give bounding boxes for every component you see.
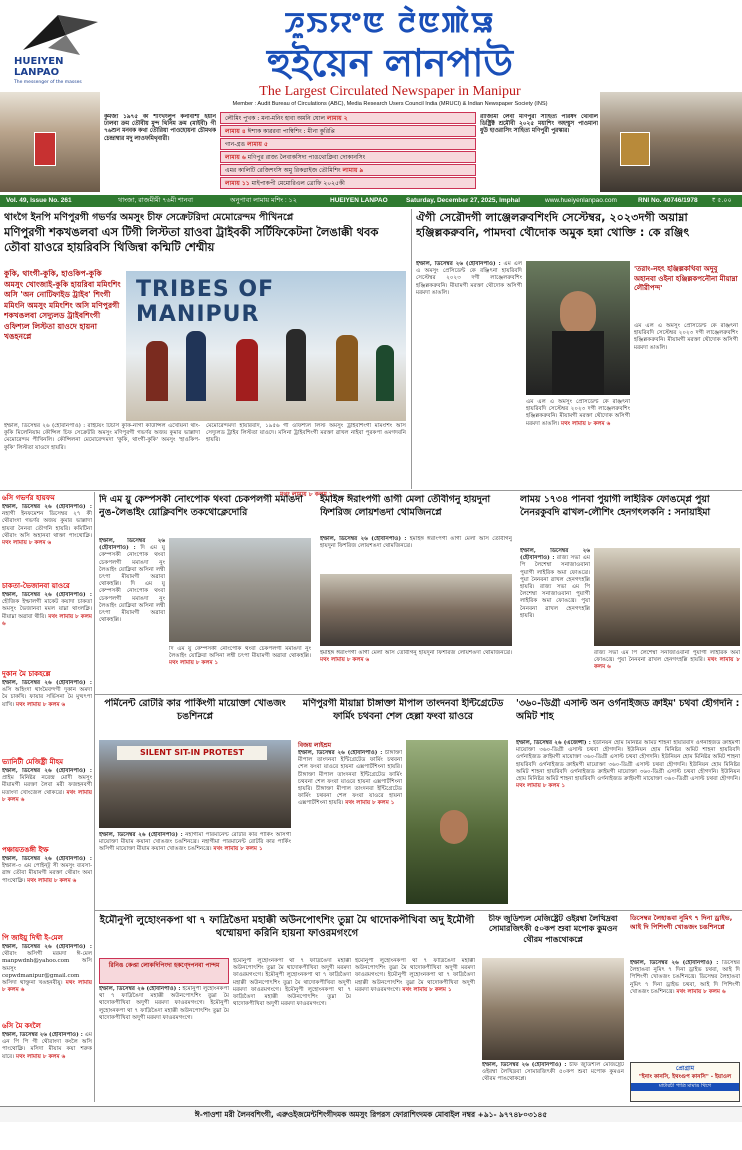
story-farming-body: ইম্ফাল, ডিসেম্বর ২৬ (হৌবানপাও) : চীঙ্গাক্তা মীপাল তাংদনবা ইন্টিগ্রেটেড ফার্মিং চথবনা শেল ফংবা য়াওরে হায়না এক্সপার্টশিংনা হায়রি। চীঙ্গাক্তা মীপাল তাংদনবা ইন্টিগ্রেটেড ফার্মিং চথবনা শেল ফংবা য়াওরে হায়না এক্সপার্টশিংনা হায়রি। চীঙ্গাক্তা মীপাল তাংদনবা ইন্টিগ্রেটেড ফার্মিং চথবনা শেল ফংবা য়াওরে হায়না এক্সপার্টশিংনা হায়রি। মথং লামায় ৮ কলম ১ [298,750,402,807]
logo-tagline: The messenger of the masses [14,80,82,85]
story-tribes [0,209,410,499]
story-rotary [97,696,293,908]
index-bar: লৌমিং পুখক : মনা-মনিং হাবা অমনি ঘোল লামায় ২ লামায় ৪ ঈশাক কাৱরবা পাম্বিশিং : মীনা কুরিপ্পি গান-গ্রঙ লামায় ৫ লামায় ৬ মণিপুর রাজ্য লৈবাকসিদা পাঙথোক্লিবা দোকানসিং এমর কালিটি রেজিশংসি অমু রিকগ্নাইজ তৌমিশিং লামায় ৯ লামায় ১১ মাইপাকপী মেমোরিএল ত্রোফি ২০২৫কী [220,112,476,192]
story-rotary-headline[interactable]: পর্মিনেন্ট রোটরি কার পার্কিংগী মায়োক্তা খোঙজং চঙশিনপ্লে [104,698,286,722]
story-drive [628,912,742,1104]
footer-text: ঈ-পাওশা মরী লৈনবশিংগী, এরুওইজমেন্টশিংগীদমক অমসুং রিপরস ফোরাশিংদমক মোবাইল নম্বর +৯১- ৯৭৭৪৮০৩১৪৫ [194,1110,548,1119]
story-farming [296,696,510,908]
story-tribes-body-right: মেমোরেন্দমদা হায়রিবদি, ১৯৫৬ গী ওফিশ্যল লিস্ট অমসুং ট্রাইবশিংগী মমিংশিং অসি সেদ্যুলড ট্রাইব লিস্টতা য়াওদে। মসিনা ট্রাইবশিংগী মরক্তা ৱাখল নাইবা পুরকপা ঙমগদবনি হায়রি। [206,423,406,444]
story-ranjit-headline[interactable]: ঐগী সেরৌদগী লাঞ্জেলরুবশিংদি সেস্টেম্বর, ২০২৩দগী অয়াম্না হঞ্জিল্লকরুবনি, পামদবা থৌদোক অমুক হন্না থোক্তি : কে রঞ্জিৎ [416,211,690,239]
fire-box: রিনিঙ কেপ্তা লোকদিপিংদা হকণ্দেপনবা পান্দম [99,958,229,984]
fish-mela-photo [320,574,512,646]
left-teaser-text: কুমজা ১৯৭৫ কী শীংখংলুপ কনাবীশী ইয়ান ঢালবা ক্রম তৌবীয় মুন্দ থিনিম ক্রম (মাইবী) গী ৭৬শুন মনবক কথা তৌরিয়া পাওহোয়না চৌমথক চেন্দ্রাম্বার মদু লাওফমিথৃবারী। [104,114,216,142]
masthead [0,0,742,195]
brief-item: চাকতা-ভৈজানবা য়াওরে ইম্ফাল, ডিসেম্বর ২৬ (হৌবানপাও) : হৌজিক ইম্ফালগী মাকেট কয়াদা চাকতা অমসুং ভৈজানবা মমল য়াম্না থাংলক্লি। মীয়াম্না অৱাবা থীরি। মথং লামায় ৮ কলম ৬ [2,582,92,627]
tribes-image [126,271,406,421]
ad-box: প্রোগ্রাম "ইনাং কানসি, ইথংগুপ কানসি" - ইয়াওল মাটারচী পাত্রি মামাঙ থিগে [630,1062,740,1102]
story-ranjit-body: ইম্ফাল, ডিসেম্বর ২৬ (হৌবানপাও) : এম এল এ অমসুং প্রেসিডেন্ট কে রঞ্জিৎনা হায়রিবদি সেস্টেম্বর ২০২৩ দগী লাঞ্জেলরুবশিং হঞ্জিল্লকরুবনি। মীয়ামগী মরক্তা থৌদোক অসিগী মরমদা ঙাঙলি। [416,261,522,296]
story-ranjit [414,209,742,489]
judicial-photo [482,958,624,1060]
tagline: The Largest Circulated Newspaper in Manipur [259,84,521,99]
left-briefs-column [2,492,92,1102]
brief-item: ৬সি মৈ কংলৈ ইম্ফাল, ডিসেম্বর ২৬ (হৌবানপাও) : এম এন পি পি গী থৌরাংদা কংলৈ অসি পাংথোক্লি। মসিদা মীয়াম কয়া শরুক য়ারে। মথং লামায় ৮ কলম ৬ [2,1022,92,1060]
story-fire-body-1: ইম্ফাল, ডিসেম্বর ২৬ (হৌবানপাও) : ইমৌনুপী লুহোংনকপা থা ৭ ফাদ্রিঙৈদা মহাক্কী অউনপোৎশিং তুম্না মৈ থাদোকপীখিবা অদুগী মরমদা ফাওরমগংগে। ইমৌনুপী লুহোংনকপা থা ৭ ফাদ্রিঙৈদা মহাক্কী অউনপোৎশিং তুম্না মৈ থাদোকপীখিবা অদুগী মরমদা ফাওরমগংগে। [99,986,229,1021]
meitei-date: থাংজা, রাজমীমী ৭৬মী শানবা [118,197,194,204]
story-pooya [518,492,742,692]
dmu-road-photo [169,538,311,642]
left-teaser-photo [0,92,100,192]
story-drive-headline[interactable]: ডিসেম্বর লৈহাঙবা নুমিৎ ৭ দিনা ড্রাইভ, আই দি পিশিংগী খোঙজং চঙশিনপ্লে [630,914,733,931]
pages-count: অনুপাবা লামায় মশিং : ১২ [230,197,297,204]
story-dmu-headline[interactable]: দি এম য়ু কেম্পসকী নোংপোক থংবা চেকপলগী মমাঙদা নুঙ-লৈঙাইং য়োক্লিবশিং তকথোক্লেদোরি [99,494,303,518]
title-meitei: ꯍꯨꯏꯌꯦꯟ ꯂꯥꯟꯄꯥꯎ [284,6,496,39]
story-fish-mela [318,492,514,692]
pooya-photo [594,548,740,646]
issue-date: Saturday, December 27, 2025, Imphal [406,197,521,204]
member-line: Member : Audit Bureau of Circulations (ABC), Media Research Users Council India (MRUCI) & Indian Newspaper Society (INS) [232,101,548,107]
farming-photo [406,740,508,904]
story-ranjit-body-bottom: এম এল এ অমসুং প্রেসিডেন্ট কে রঞ্জিৎনা হায়রিবদি সেস্টেম্বর ২০২৩ দগী লাঞ্জেলরুবশিং হঞ্জিল্লকরুবনি। মীয়ামগী মরক্তা থৌদোক অসিগী মরমদা ঙাঙলি। মথং লামায় ৮ কলম ৬ [526,399,630,427]
brief-item: ৬সি গভর্ণর হায়ফম ইম্ফাল, ডিসেম্বর ২৬ (হৌবানপাও) : নহাগী ইনফমেশন ডিসেম্বর ২৭ কী থৌরাংদা গভর্ণর অজয় কুমার ভাল্লাদা হায়বা নৈনবা তৌগনি হায়রি। কমিটিনা থৌরাং অসি অহানবা থাক্তা পাংথোক্লি। মথং লামায় ৮ কলম ৬ [2,494,92,547]
story-rotary-body: ইম্ফাল, ডিসেম্বর ২৬ (হৌবানপাও) : নহাগীমা পারমানেন্ট রোটরি কার পার্কিং অসিগী মায়োক্তা মীয়াম কয়ানা খোঙজং চঙশিনখ্রে। নহাগীমা পারমানেন্ট রোটরি কার পার্কিং অসিগী মায়োক্তা মীয়াম কয়ানা খোঙজং চঙশিনখ্রে। মথং লামায় ৮ কলম ১ [99,832,291,853]
story-fish-body-2: ইমাইঙ্গ ঈরাংপগী ঙাগী মেলা অসি তৌবীগনু হায়দুনা ফিশরিজ লোয়শঙদা থোমজিনখ্রে। মথং লামায় ৮ কলম ৬ [320,650,512,664]
right-teaser-text: রাজ্যিমা লৈবা মণিপুরী সাহিত্য পরিষদ থৌবাল ডিষ্ট্রিক্ট শ্রমৌবী ২০২৫ ময়াশিং অহম্মুস পাওমানা ধুউ হাওরাসিং সাহিত্য মণিপুরী পুরস্কার। [480,114,598,135]
story-ranjit-body-right: এম এল এ অমসুং প্রেসিডেন্ট কে রঞ্জিৎনা হায়রিবদি সেস্টেম্বর ২০২৩ দগী লাঞ্জেলরুবশিং হঞ্জিল্লকরুবনি। মীয়ামগী মরক্তা থৌদোক অসিগী মরমদা ঙাঙলি। [634,323,738,351]
story-farming-headline[interactable]: মণিপুরগী মীয়াম্না চীঙ্গাক্তা মীপাল তাংদনবা ইন্টিগ্রেটেড ফার্মিং চথবনা শেল হেল্লা ফংবা য়াওরে [302,698,504,722]
story-fire-body-3: ইমৌনুপী লুহোংনকপা থা ৭ ফাদ্রিঙৈদা মহাক্কী অউনপোৎশিং তুম্না মৈ থাদোকপীখিবা অদুগী মরমদা ফাওরমগংগে। ইমৌনুপী লুহোংনকপা থা ৭ ফাদ্রিঙৈদা মহাক্কী অউনপোৎশিং তুম্না মৈ থাদোকপীখিবা অদুগী মরমদা ফাওরমগংগে। মথং লামায় ৮ কলম ১ [355,958,475,993]
index-item[interactable]: গান-গ্রঙ [225,141,246,148]
index-item[interactable]: লৌমিং পুখক : মনা-মনিং হাবা অমনি ঘোল [225,115,325,122]
title-bengali: হুইয়েন লানপাউ [266,41,514,85]
rotary-protest-photo [99,740,291,828]
logo-name: HUEIYEN LANPAO [14,56,64,78]
index-item[interactable]: মাইপাকপী মেমোরিএল ত্রোফি ২০২৫কী [251,180,345,187]
ranjit-photo [526,261,630,395]
story-tribes-body-left: ইম্ফাল, ডিসেম্বর ২৬ (হৌবানপাও) : রাইটয়ং টিচার্স কুকি-নাগা কাউন্সিল এখোয়না থাং-কুকি মিলেনিয়াম কৌন্সিল চিফ সেক্রেটরি অমসুং মণিপুরগী গভর্ণর অজয় কুমার ভাল্লাদা মেমোরেন্দম পীখিনলি। কৌন্সিলনা মেমোরেন্দমদা 'কুকি, থাংগী-কুকি' অমসুং 'হাওকিপ-কুকি' লিস্টতা য়াওদে হায়রি। [4,423,200,451]
story-fish-body: ইম্ফাল, ডিসেম্বর ২৬ (হৌবানপাও) : ইমাইঙ্গ ঈরাংপগী ঙাগী মেলা অসি তৌবীগনু হায়দুনা ফিশরিজ লোয়শঙদা থোমজিনখ্রে। [320,536,512,550]
index-item[interactable]: মণিপুর রাজ্য লৈবাকসিদা পাঙথোক্লিবা দোকানসিং [247,154,366,161]
story-pooya-body-2: রাজ্য সভা এম পি লৈশেম্বা সনাজাওবানা পুয়াগী লাইরিক অমা ফোঙখ্রে। পুয়া নৈনবনা ৱাখল হেনগৎহল্লি হায়রি। মথং লামায় ৮ কলম ৬ [594,650,740,671]
paper-name: HUEIYEN LANPAO [330,197,388,204]
story-ranjit-quote: 'তরাং-নহৎ হঞ্জিল্লকখিবা অদুবু অহানবা ওইনা হঞ্জিল্লকপনৌনা মীয়াম্না লৌরীপন্দ' [634,265,738,292]
dateline-bar [0,195,742,207]
story-fire [97,912,477,1104]
right-teaser-photo [600,92,742,192]
footer-bar [0,1106,742,1122]
index-item[interactable]: ঈশাক কাৱরবা পাম্বিশিং : মীনা কুরিপ্পি [247,128,335,135]
story-drive-body: ইম্ফাল, ডিসেম্বর ২৬ (হৌবানপাও) : ডিসেম্বর লৈহাঙবা নুমিৎ ৭ দিনা ড্রাইভ চথবা, আই দি পিশিংগী খোঙজং চঙশিনখ্রে। ডিসেম্বর লৈহাঙবা নুমিৎ ৭ দিনা ড্রাইভ চথবা, আই দি পিশিংগী খোঙজং চঙশিনখ্রে। মথং লামায় ৮ কলম ৬ [630,960,740,995]
index-item[interactable]: এমর কালিটি রেজিশংসি অমু রিকগ্নাইজ তৌমিশিং [225,167,341,174]
story-judicial-body: ইম্ফাল, ডিসেম্বর ২৬ (হৌবানপাও) : চীফ জুডিশ্যল মেজিষ্ট্রেট ওইরম্বা লৈখিদ্রবা সোমারজিৎকী ৫০কপ শুবা মপোক কুমওন থৌরম পাঙথোকপ্লে। [482,1062,624,1083]
rni-number: RNI No. 40746/1978 [638,197,698,204]
story-shah-body: ইম্ফাল, ডিসেম্বর ২৬ (এজেন্সী) : ইউনিয়ন হোম মিনিষ্টর অমিট শাহনা হায়রিবদি ওর্গনাইজড ক্রাইমগী মায়োক্তা ৩৬০-ডিগ্রী এসাল্ট চথবা হৌগদনি। ইউনিয়ন হোম মিনিষ্টর অমিট শাহনা হায়রিবদি ওর্গনাইজড ক্রাইমগী মায়োক্তা ৩৬০-ডিগ্রী এসাল্ট চথবা হৌগদনি। ইউনিয়ন হোম মিনিষ্টর অমিট শাহনা হায়রিবদি ওর্গনাইজড ক্রাইমগী মায়োক্তা ৩৬০-ডিগ্রী এসাল্ট চথবা হৌগদনি। ইউনিয়ন হোম মিনিষ্টর অমিট শাহনা হায়রিবদি ওর্গনাইজড ক্রাইমগী মায়োক্তা ৩৬০-ডিগ্রী এসাল্ট চথবা হৌগদনি। ইউনিয়ন হোম মিনিষ্টর অমিট শাহনা হায়রিবদি ওর্গনাইজড ক্রাইমগী মায়োক্তা ৩৬০-ডিগ্রী এসাল্ট চথবা হৌগদনি। মথং লামায় ৮ কলম ১ [516,740,740,790]
story-judicial-headline[interactable]: চীফ জুডিশ্যল মেজিষ্ট্রেট ওইরম্বা লৈখিদ্রবা সোমারজিৎকী ৫০কপ শুবা মপোক কুমওন থৌরম পাঙথোকপ্লে [488,914,618,944]
website[interactable]: www.hueiyenlanpao.com [545,197,617,204]
story-tribes-continue[interactable]: মথং লামায় ৮ কলম ১ [280,491,333,498]
story-pooya-headline[interactable]: লাময় ১৭৩৪ পানবা পুয়াগী লাইরিক ফোঙম্প্লে পুয়া নৈনরকুবদি ৱাখল-লৌশিং হেনগৎলকনি : সনায়াইমা [520,494,711,518]
story-farming-byline: বিজয় লাইশ্রম [298,742,332,749]
brief-item: ভ্যানিটী মেজিষ্ট্রী মীহম ইম্ফাল, ডিসেম্বর ২৬ (হৌবানপাও) : প্রাইম মিনিষ্টর নরেন্দ্র মোদী অমসুং মীয়ামগী মরক্তা লৈবা মরী ফজহনবগী মতাংদা খোংজেল থোকখ্রে। মথং লামায় ৮ কলম ৬ [2,758,92,803]
story-tribes-subheading: কুকি, থাংগী-কুকি, হাওকিপ-কুকি অমসুং খোংজাই-কুকি হায়রিবা মমিংশিং অসি 'অন নোটিফাইড ট্রাইব' শিংগী মমিংনি অমসুং মমিংশিং অসি মণিপুরগী শকখঙলবা সেদ্যুলড ট্রাইবশিংগী ওফিশ্যল লিস্টতা য়াওদে হায়না খঙহনপ্লে [4,269,121,341]
protest-banner: SILENT SIT-IN PROTEST [117,746,267,760]
story-tribes-headline[interactable]: মণিপুরগী শকখঙলবা এস টিগী লিস্টতা য়াওবা ট্রাইবকী সর্টিফিকেটনা লৈঙাক্কী থবক তৌবা য়াওরে হায়রিবসি থিজিন্বা কন্মিটি শেম্মীয় [4,225,379,254]
story-amit-shah [514,696,742,908]
brief-item: পঞ্চায়তঙঙ্গী ইম্ফ ইম্ফাল, ডিসেম্বর ২৬ (হৌবানপাও) : ইম্ফাল-৩ এম পোইন্ট্‌ সী অমসুং ব্যবসা-ৱাঙ্গ তৌবা মীয়ামগী মরক্তা থৌরাং অমা পাংথোক্লি। মথং লামায় ৮ কলম ৬ [2,846,92,884]
story-shah-headline[interactable]: '৩৬০-ডিগ্রী এসাল্ট অন ওর্গনাইজড ক্রাইম' চথবা হৌগদনি : অমিট শাহ [516,698,740,722]
brief-item: পি জাইয়ু দিখী ই-মেল ইম্ফাল, ডিসেম্বর ২৬ (হৌবানপাও) : থৌরাং অসিগী মরমদা ঈ-মেল manpwdnh@yahoo.com অসি অমসুং cepwdmanipur@gmail.com অসিদা থাক্তুনা খঙহনবীয়ু। মথং লামায় ৮ কলম ৬ [2,934,92,994]
story-tribes-kicker: থাংগৈ ইনপি মণিপুরগী গভর্ণর অমসুং চীফ সেক্রেটরিদা মেমোরেন্দম পীখিনপ্লে [4,212,294,223]
story-judicial [480,912,626,1104]
story-pooya-body: ইম্ফাল, ডিসেম্বর ২৬ (হৌবানপাও) : রাজ্য সভা এম পি লৈশেম্বা সনাজাওবানা পুয়াগী লাইরিক অমা ফোঙখ্রে। পুয়া নৈনবনা ৱাখল হেনগৎহল্লি হায়রি। রাজ্য সভা এম পি লৈশেম্বা সনাজাওবানা পুয়াগী লাইরিক অমা ফোঙখ্রে। পুয়া নৈনবনা ৱাখল হেনগৎহল্লি হায়রি। [520,548,590,619]
crane-logo-icon [18,10,102,60]
story-dmu-body: ইম্ফাল, ডিসেম্বর ২৬ (হৌবানপাও) : দি এম য়ু কেম্পসকী নোংপোক থংবা চেকপলগী মমাঙদা নুং লৈঙাইং য়োক্লিবা অসিনা লম্বী চৎপা মীয়ামগী অৱাবা থোকহল্লি। দি এম য়ু কেম্পসকী নোংপোক থংবা চেকপলগী মমাঙদা নুং লৈঙাইং য়োক্লিবা অসিনা লম্বী চৎপা মীয়ামগী অৱাবা থোকহল্লি। [99,538,165,624]
story-fire-headline[interactable]: ইমৌনুপী লুহোংনকপা থা ৭ ফাদ্রিঙৈদা মহাক্কী অউনপোৎশিং তুম্না মৈ থাদোকপীখিবা অদু ইমৌগী থম্মোয়দা করিনি হায়না ফাওরমগংগে [99,915,475,939]
story-fish-headline[interactable]: ইমাইঙ্গ ঈরাংপগী ঙাগী মেলা তৌবীগনু হায়দুনা ফিশরিজ লোয়শঙদা থোমজিনপ্লে [320,494,491,518]
brief-item: দুকান মৈ চাকহল্লে ইম্ফাল, ডিসেম্বর ২৬ (হৌবানপাও) : ঙসি অহিংদা থাংমৈবন্দগী দুকান অমদা মৈ চাকখি। ফায়ার সর্ভিসনা মৈ মুত্থৎপা য়াখি। মথং লামায় ৮ কলম ৬ [2,670,92,708]
price: ₹ ৫.০০ [712,197,732,204]
volume: Vol. 49, Issue No. 261 [6,197,72,204]
story-fire-body-2: ইমৌনুপী লুহোংনকপা থা ৭ ফাদ্রিঙৈদা মহাক্কী অউনপোৎশিং তুম্না মৈ থাদোকপীখিবা অদুগী মরমদা ফাওরমগংগে। ইমৌনুপী লুহোংনকপা থা ৭ ফাদ্রিঙৈদা মহাক্কী অউনপোৎশিং তুম্না মৈ থাদোকপীখিবা অদুগী মরমদা ফাওরমগংগে। ইমৌনুপী লুহোংনকপা থা ৭ ফাদ্রিঙৈদা মহাক্কী অউনপোৎশিং তুম্না মৈ থাদোকপীখিবা অদুগী মরমদা ফাওরমগংগে। [233,958,351,1008]
tribes-image-title: TRIBES OF MANIPUR [136,277,275,327]
story-dmu [97,492,315,692]
story-dmu-body-2: দি এম য়ু কেম্পসকী নোংপোক থংবা চেকপলগী মমাঙদা নুং লৈঙাইং য়োক্লিবা অসিনা লম্বী চৎপা মীয়ামগী অৱাবা থোকহল্লি। মথং লামায় ৮ কলম ১ [169,646,311,667]
